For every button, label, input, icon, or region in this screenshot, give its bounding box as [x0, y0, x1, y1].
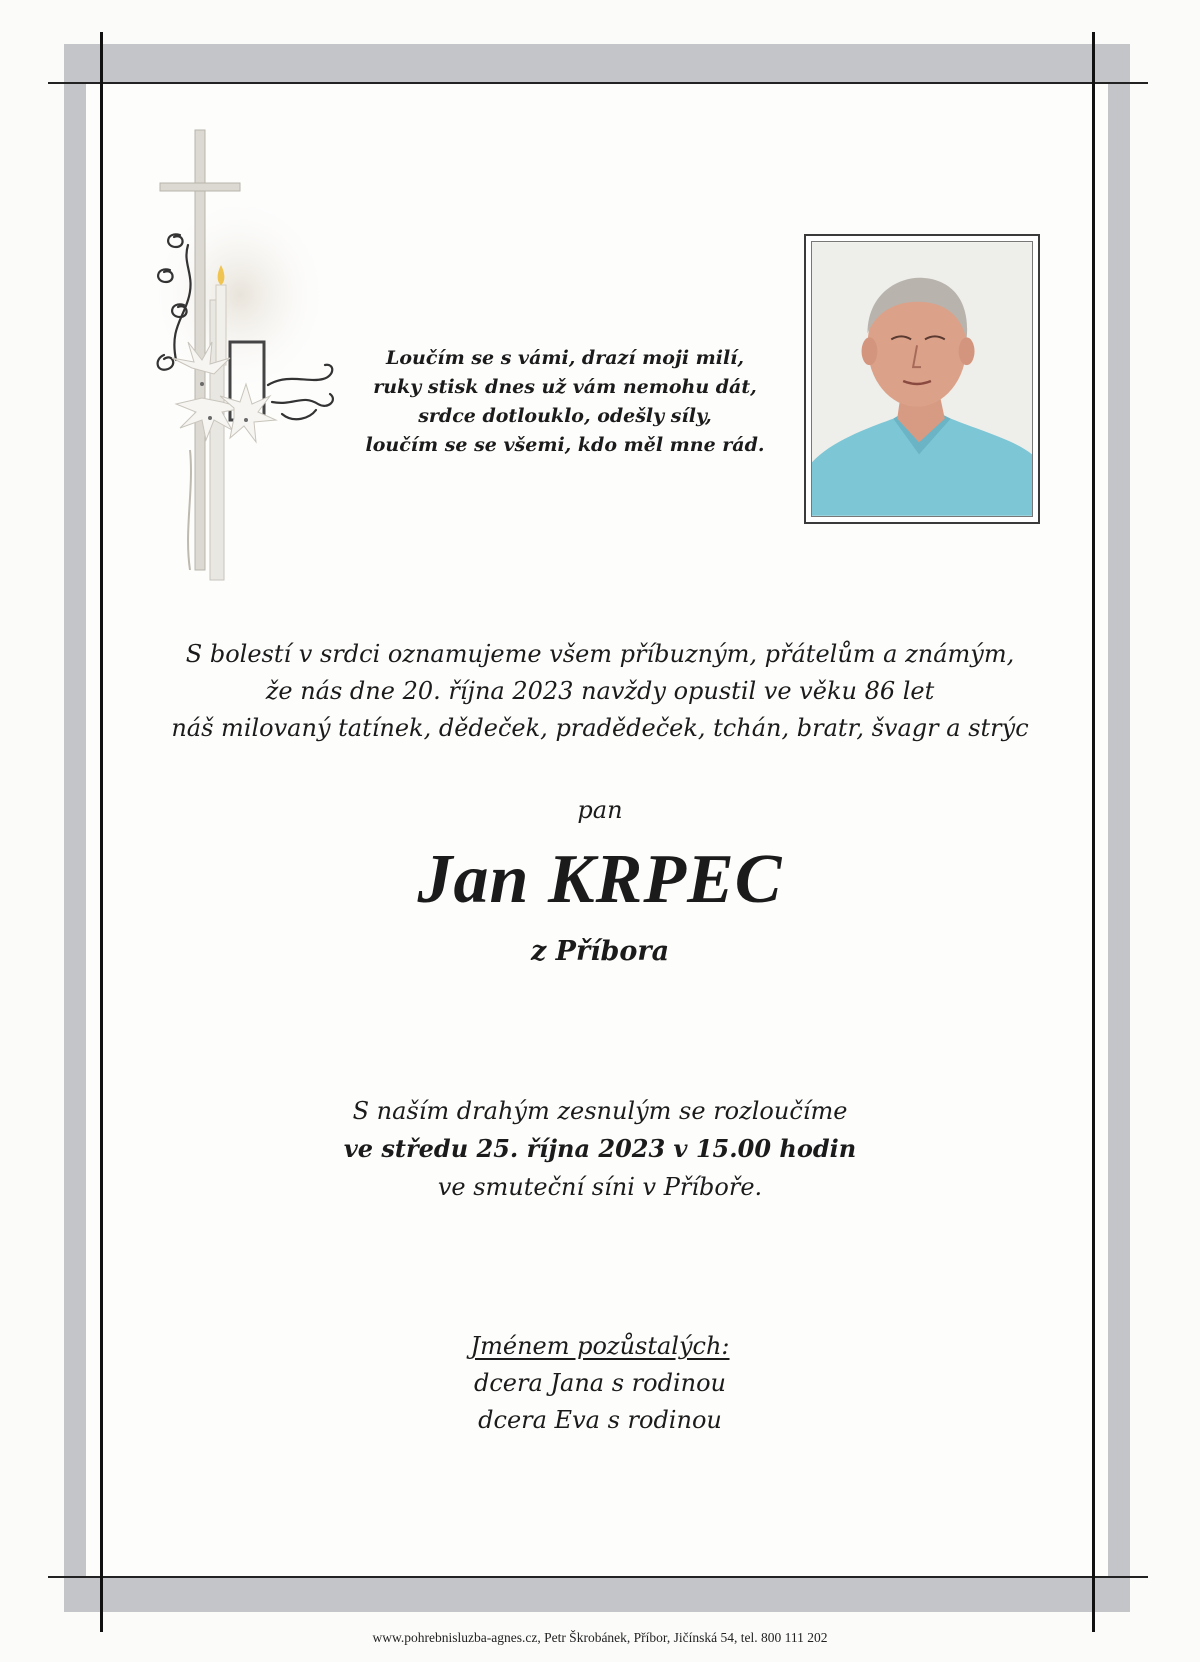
poem-line: srdce dotlouklo, odešly síly,: [418, 405, 712, 427]
announcement-line: náš milovaný tatínek, dědeček, pradědeček, tchán, bratr, švagr a strýc: [171, 714, 1029, 742]
announcement-line: S bolestí v srdci oznamujeme všem příbuzným, přátelům a známým,: [185, 640, 1015, 668]
portrait-icon: [811, 241, 1033, 517]
farewell-place: ve smuteční síni v Příboře.: [437, 1173, 763, 1201]
mourner-name: dcera Jana s rodinou: [473, 1369, 726, 1397]
mourner-name: dcera Eva s rodinou: [478, 1406, 722, 1434]
announcement: [100, 636, 1100, 747]
frame-line-top: [48, 82, 1148, 84]
frame-band-right: [1108, 44, 1130, 1612]
portrait-photo: [804, 234, 1040, 524]
poem-line: ruky stisk dnes už vám nemohu dát,: [373, 376, 757, 398]
frame-band-bottom: [64, 1576, 1130, 1612]
announcement-line: že nás dne 20. října 2023 navždy opustil ve věku 86 let: [265, 677, 935, 705]
poem-line: loučím se se všemi, kdo měl mne rád.: [365, 434, 765, 456]
frame-line-bottom: [48, 1576, 1148, 1578]
farewell-datetime: ve středu 25. října 2023 v 15.00 hodin: [343, 1134, 857, 1163]
poem-line: Loučím se s vámi, drazí moji milí,: [385, 347, 745, 369]
farewell-info: [100, 1092, 1100, 1206]
frame-band-top: [64, 44, 1130, 82]
poem: [330, 344, 800, 460]
footer-contact: www.pohrebnisluzba-agnes.cz, Petr Škrobánek, Příbor, Jičínská 54, tel. 800 111 202: [372, 1630, 828, 1645]
mourners-heading: Jménem pozůstalých:: [470, 1332, 730, 1360]
frame-band-left: [64, 44, 86, 1612]
deceased-name: Jan KRPEC: [417, 841, 783, 918]
mourners: [100, 1328, 1100, 1439]
farewell-line: S naším drahým zesnulým se rozloučíme: [352, 1097, 848, 1125]
origin: z Příbora: [530, 936, 670, 967]
honorific: pan: [577, 796, 623, 824]
